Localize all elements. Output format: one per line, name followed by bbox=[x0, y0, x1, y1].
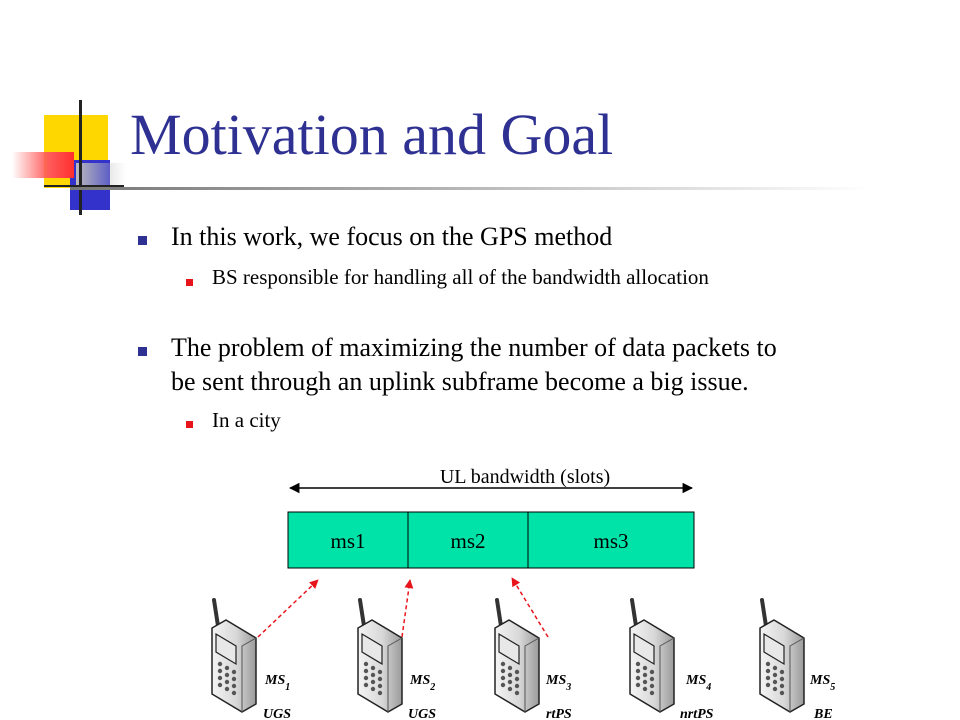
service-label: nrtPS bbox=[680, 707, 714, 720]
station-label: $MS_5$ bbox=[810, 673, 836, 693]
mobile-station-3 bbox=[495, 600, 572, 720]
phone-icon bbox=[630, 600, 674, 712]
mobile-station-1 bbox=[212, 600, 291, 720]
page-title: Motivation and Goal bbox=[130, 102, 614, 167]
service-label: rtPS bbox=[546, 707, 572, 720]
uplink-subframe bbox=[288, 512, 694, 568]
station-label: $MS_4$ bbox=[686, 673, 712, 693]
slot-label: ms3 bbox=[593, 529, 629, 553]
station-label: $MS_2$ bbox=[410, 673, 436, 693]
phone-icon bbox=[212, 600, 256, 712]
service-label: UGS bbox=[408, 707, 437, 720]
sub-bullet-text: In a city bbox=[212, 408, 281, 432]
request-arrow-ms2 bbox=[402, 580, 410, 637]
bullet-text-line1: The problem of maximizing the number of data packets to bbox=[171, 333, 777, 362]
station-label: $MS_3$ bbox=[546, 673, 572, 693]
service-label: BE bbox=[814, 707, 833, 720]
request-arrow-ms1 bbox=[258, 580, 318, 637]
slot-label: ms1 bbox=[330, 529, 366, 553]
service-label: UGS bbox=[263, 707, 292, 720]
bullet-text-line2: be sent through an uplink subframe become a big issue. bbox=[171, 367, 749, 396]
bandwidth-label: UL bandwidth (slots) bbox=[439, 466, 611, 488]
slot-label: ms2 bbox=[450, 529, 486, 553]
mobile-station-4 bbox=[630, 600, 714, 720]
phone-icon bbox=[495, 600, 539, 712]
mobile-station-2 bbox=[358, 600, 436, 720]
station-label: $MS_1$ bbox=[265, 673, 291, 693]
phone-icon bbox=[760, 600, 804, 712]
sub-bullet-text: BS responsible for handling all of the bandwidth allocation bbox=[212, 265, 709, 289]
bullet-text: In this work, we focus on the GPS method bbox=[171, 222, 613, 251]
phone-icon bbox=[358, 600, 402, 712]
mobile-station-5 bbox=[760, 600, 835, 720]
